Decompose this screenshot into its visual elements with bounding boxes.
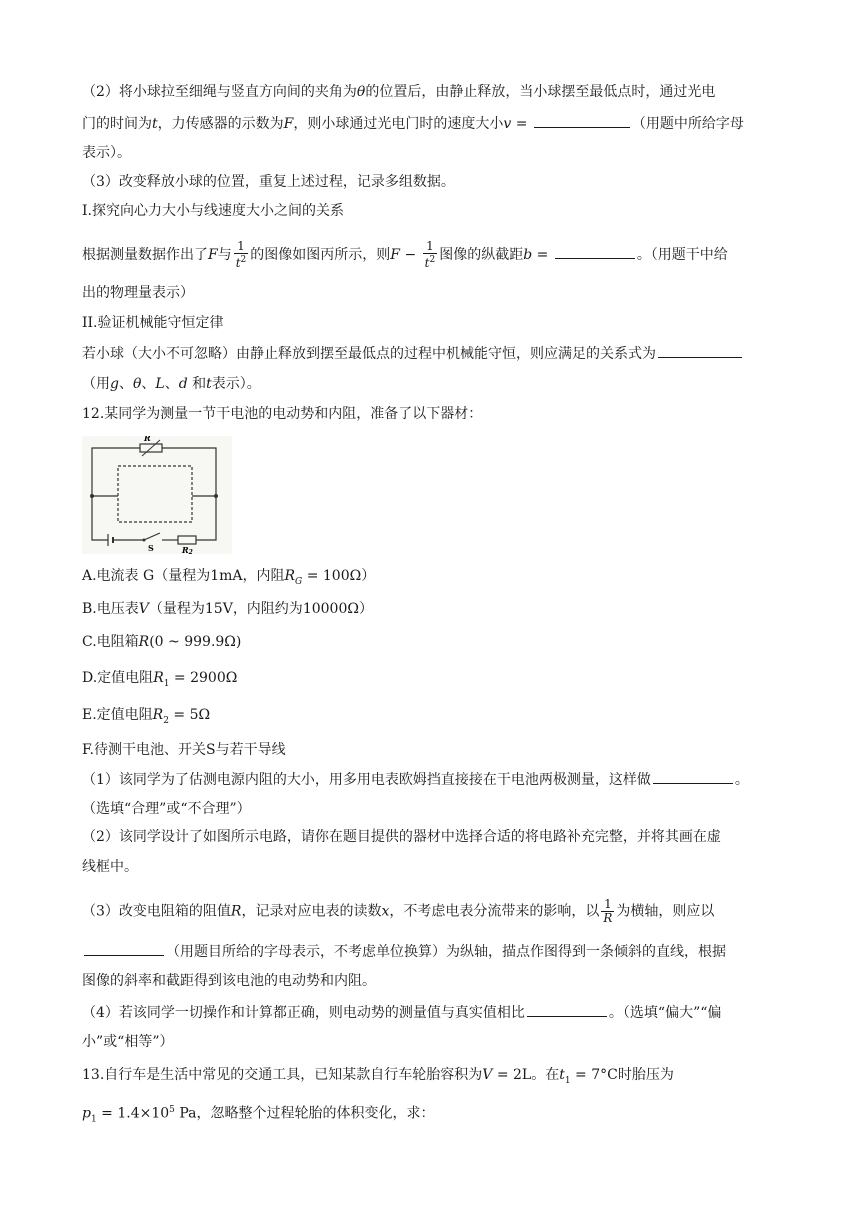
subscript-G: G	[295, 576, 303, 587]
subquestion-2-line-1	[82, 827, 782, 847]
text: =	[532, 247, 553, 263]
text: B.电压表	[82, 601, 139, 617]
text: 。	[734, 772, 749, 788]
section-heading-1	[82, 201, 782, 221]
superscript-5: 5	[169, 1105, 175, 1115]
text: 图像的斜率和截距得到该电池的电动势和内阻。	[82, 973, 376, 989]
fraction-one-over-t-squared: $\frac{1}{t^2}$	[235, 239, 247, 270]
subscript-2: 2	[163, 715, 169, 726]
symbol-theta: θ	[132, 376, 142, 392]
subquestion-1-choices	[82, 799, 782, 819]
equipment-item-b	[82, 599, 782, 619]
text: （2）该同学设计了如图所示电路，请你在题目提供的器材中选择合适的将电路补充完整，并将其画在虚	[82, 829, 721, 845]
subquestion-2-line-2	[82, 857, 782, 877]
answer-blank-intercept[interactable]	[555, 244, 635, 259]
text-line-10	[82, 374, 782, 394]
symbol-F: F	[390, 247, 400, 263]
text: 若小球（大小不可忽略）由静止释放到摆至最低点的过程中机械能守恒，则应满足的关系式为	[82, 346, 656, 362]
text: 线框中。	[82, 859, 138, 875]
symbol-p: p	[82, 1105, 91, 1122]
text: 、	[141, 376, 156, 392]
subquestion-4-line-1	[82, 1002, 782, 1023]
text: Pa	[174, 1105, 197, 1122]
question-12-stem	[82, 404, 782, 424]
answer-blank-velocity[interactable]	[534, 113, 630, 128]
text: ，不考虑电表分流带来的影响，以	[389, 903, 600, 920]
text: （用题目所给的字母表示，不考虑单位换算）为纵轴，描点作图得到一条倾斜的直线，根据	[166, 944, 726, 960]
text: （用题中所给字母	[631, 116, 744, 132]
text: （3）改变释放小球的位置，重复上述过程，记录多组数据。	[82, 174, 455, 190]
symbol-R: R	[152, 707, 164, 723]
symbol-S: S	[205, 742, 216, 758]
symbol-R: R	[153, 670, 164, 686]
text: ）	[358, 601, 373, 617]
subquestion-3-line-2	[82, 941, 782, 962]
answer-blank-reasonable[interactable]	[653, 769, 733, 784]
text: 图像的纵截距	[439, 247, 524, 263]
text: 根据测量数据作出了	[82, 247, 208, 263]
text: = 5Ω	[168, 707, 211, 723]
text: = 2900Ω	[169, 670, 238, 686]
text: ，力传感器的示数为	[157, 116, 284, 132]
text: (0 ~ 999.9Ω)	[149, 634, 242, 650]
text: ，则小球通过光电门时的速度大小	[293, 116, 504, 132]
text: A.电流表 G（量程为	[82, 568, 211, 584]
text: 与	[217, 247, 232, 263]
text: 与若干导线	[215, 742, 286, 758]
answer-blank-y-axis[interactable]	[84, 941, 164, 956]
text: 为横轴，则应以	[616, 903, 715, 920]
text: 、	[118, 376, 133, 392]
text: C.电阻箱	[82, 634, 139, 650]
text: =	[511, 116, 532, 132]
text: 13.自行车是生活中常见的交通工具，已知某款自行车轮胎容积为	[82, 1067, 483, 1083]
text: 15V	[204, 601, 233, 617]
text: ，内阻	[242, 568, 285, 584]
subquestion-3-line-1	[82, 898, 782, 925]
text: （1）该同学为了估测电源内阻的大小，用多用电表欧姆挡直接接在干电池两极测量，这样做	[82, 772, 651, 788]
circuit-diagram	[82, 436, 232, 554]
symbol-L: L	[155, 376, 165, 392]
text-line-2	[82, 113, 782, 134]
text: ）	[361, 568, 376, 584]
symbol-t: t	[559, 1067, 565, 1083]
text-line-6	[82, 240, 782, 270]
text: = 7°C	[570, 1067, 618, 1083]
symbol-V: V	[138, 601, 149, 617]
text: 门的时间为	[82, 116, 152, 132]
text: 出的物理量表示）	[82, 285, 194, 301]
symbol-b: b	[523, 247, 533, 263]
subscript-1: 1	[564, 1075, 571, 1086]
answer-blank-energy-relation[interactable]	[658, 343, 742, 358]
equipment-item-c	[82, 632, 782, 652]
text: 、	[164, 376, 179, 392]
symbol-theta: θ	[356, 84, 366, 100]
text: 1mA	[210, 568, 243, 584]
text: ，内阻约为	[232, 601, 303, 617]
symbol-v: v	[503, 116, 512, 132]
label-R: R	[144, 436, 151, 443]
text: = 1.4×10	[96, 1105, 170, 1122]
symbol-F: F	[208, 247, 218, 263]
text: 表示）。	[211, 376, 261, 392]
symbol-V: V	[482, 1067, 493, 1083]
answer-blank-emf-compare[interactable]	[527, 1002, 607, 1017]
text: 的图像如图丙所示，则	[250, 247, 391, 263]
text: I.探究向心力大小与线速度大小之间的关系	[82, 203, 344, 219]
text: （2）将小球拉至细绳与竖直方向间的夹角为	[82, 84, 357, 100]
symbol-R: R	[138, 634, 150, 650]
symbol-t: t	[206, 376, 212, 392]
equipment-item-a	[82, 566, 782, 592]
symbol-d: d	[178, 376, 188, 392]
fraction-one-over-t-squared-2: $\frac{1}{t^2}$	[424, 239, 436, 270]
equipment-item-f	[82, 740, 782, 760]
label-S: S	[148, 543, 154, 553]
text: 表示）。	[82, 145, 131, 161]
text: 时胎压为	[617, 1067, 674, 1083]
symbol-t: t	[152, 116, 158, 132]
text: −	[400, 247, 421, 263]
text: （4）若该同学一切操作和计算都正确，则电动势的测量值与真实值相比	[82, 1005, 525, 1021]
question-13-line-2	[82, 1100, 782, 1129]
text-line-9	[82, 343, 782, 364]
text-line-1	[82, 82, 782, 102]
text: 和	[187, 376, 207, 392]
text: ，忽略整个过程轮胎的体积变化，求：	[196, 1105, 435, 1122]
text-line-4	[82, 172, 782, 192]
fraction-one-over-R: $\frac{1}{R}$	[603, 897, 613, 925]
text: （选填“合理”或“不合理”）	[82, 801, 251, 817]
text: ，记录对应电表的读数	[241, 903, 382, 920]
symbol-F: F	[283, 116, 294, 132]
text: 12.某同学为测量一节干电池的电动势和内阻，准备了以下器材：	[82, 406, 483, 422]
text: = 2L	[492, 1067, 532, 1083]
subquestion-4-line-2	[82, 1032, 782, 1052]
text-line-7	[82, 283, 782, 303]
equipment-item-e	[82, 705, 782, 731]
text: （量程为	[148, 601, 205, 617]
text: E.定值电阻	[82, 707, 153, 723]
equipment-item-d	[82, 668, 782, 694]
text: II.验证机械能守恒定律	[82, 315, 224, 331]
figure-background	[82, 436, 232, 554]
text: （用	[82, 376, 110, 392]
label-R2: R2	[182, 545, 193, 554]
subscript-1: 1	[163, 678, 170, 689]
text: 小”或“相等”）	[82, 1034, 174, 1050]
question-13-line-1	[82, 1065, 782, 1091]
subquestion-3-line-3	[82, 971, 782, 991]
text: = 100Ω	[302, 568, 362, 584]
symbol-x: x	[381, 903, 390, 920]
symbol-R: R	[284, 568, 296, 584]
subquestion-1	[82, 769, 782, 790]
text: D.定值电阻	[82, 670, 154, 686]
symbol-g: g	[110, 376, 119, 392]
text: F.待测干电池、开关	[82, 742, 206, 758]
text: 10000Ω	[302, 601, 359, 617]
text: （3）改变电阻箱的阻值	[82, 903, 231, 920]
symbol-R: R	[230, 903, 242, 920]
text: 。（选填“偏大”“偏	[608, 1005, 722, 1021]
text: 。在	[531, 1067, 560, 1083]
subscript-1: 1	[90, 1114, 97, 1125]
text: 的位置后，由静止释放，当小球摆至最低点时，通过光电	[365, 84, 716, 100]
section-heading-2	[82, 313, 782, 333]
text-line-3	[82, 143, 782, 163]
text: 。（用题干中给	[636, 247, 728, 263]
